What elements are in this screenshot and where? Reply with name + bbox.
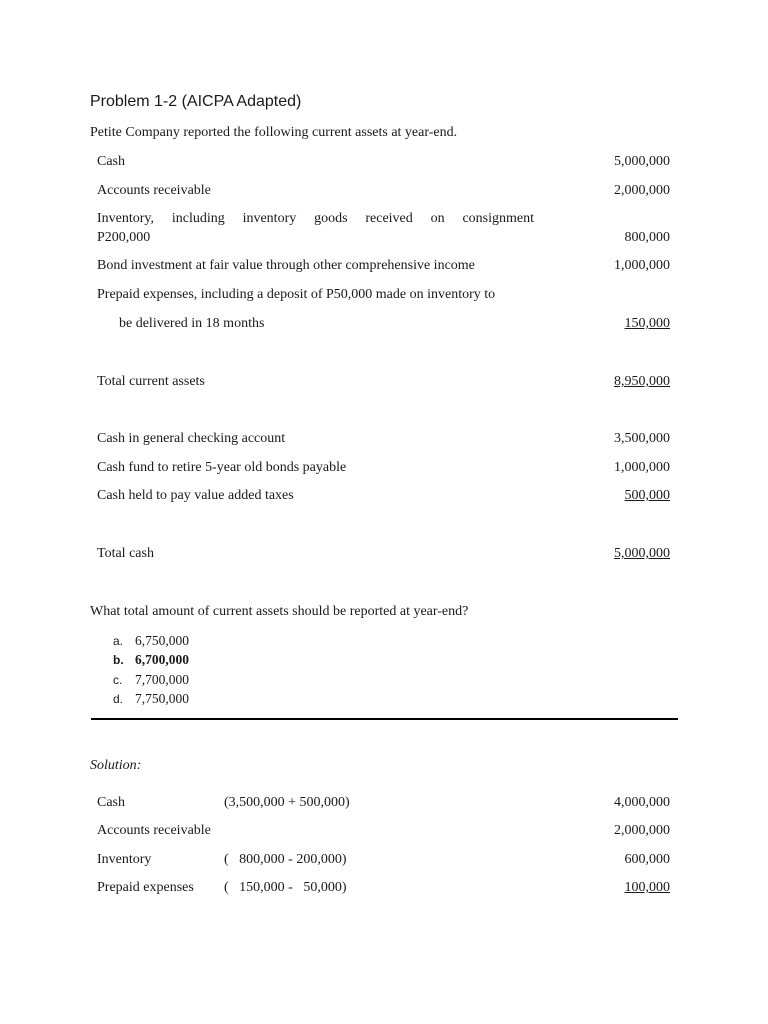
- solution-label-cash: Cash: [97, 795, 125, 810]
- asset-label-receivable: Accounts receivable: [97, 183, 211, 198]
- option-c-value: 7,700,000: [135, 672, 189, 687]
- option-c: [113, 672, 189, 688]
- solution-label-inventory: Inventory: [97, 852, 152, 867]
- cash-label-vat: Cash held to pay value added taxes: [97, 488, 294, 503]
- total-current-label: Total current assets: [97, 374, 205, 389]
- solution-formula-cash: (3,500,000 + 500,000): [224, 795, 350, 810]
- asset-label-inventory-line2: P200,000: [97, 230, 151, 245]
- total-cash-label: Total cash: [97, 546, 154, 561]
- option-a: [113, 633, 189, 649]
- option-d: [113, 691, 189, 707]
- option-b-value: 6,700,000: [135, 652, 189, 667]
- asset-amount-inventory: 800,000: [624, 230, 670, 245]
- asset-amount-cash: 5,000,000: [614, 154, 670, 169]
- solution-amount-receivable: 2,000,000: [614, 823, 670, 838]
- solution-amount-cash: 4,000,000: [614, 795, 670, 810]
- option-c-letter: c.: [113, 673, 123, 687]
- solution-label-prepaid: Prepaid expenses: [97, 880, 194, 895]
- total-current-amount: 8,950,000: [614, 374, 670, 389]
- asset-label-cash: Cash: [97, 154, 125, 169]
- solution-formula-inventory: ( 800,000 - 200,000): [224, 852, 347, 867]
- cash-amount-bond-fund: 1,000,000: [614, 460, 670, 475]
- asset-label-prepaid-line2: be delivered in 18 months: [119, 316, 265, 331]
- solution-formula-prepaid: ( 150,000 - 50,000): [224, 880, 347, 895]
- cash-amount-checking: 3,500,000: [614, 431, 670, 446]
- intro-text: Petite Company reported the following current assets at year-end.: [90, 125, 458, 140]
- option-a-value: 6,750,000: [135, 633, 189, 648]
- option-d-letter: d.: [113, 692, 124, 706]
- option-b-letter: b.: [113, 653, 124, 667]
- solution-label: Solution:: [90, 758, 142, 773]
- option-d-value: 7,750,000: [135, 691, 189, 706]
- option-a-letter: a.: [113, 634, 124, 648]
- problem-title: Problem 1-2 (AICPA Adapted): [90, 93, 302, 110]
- solution-label-receivable: Accounts receivable: [97, 823, 211, 838]
- cash-label-bond-fund: Cash fund to retire 5-year old bonds payable: [97, 460, 347, 475]
- asset-amount-bond: 1,000,000: [614, 258, 670, 273]
- asset-amount-prepaid: 150,000: [624, 316, 670, 331]
- section-divider: [91, 718, 678, 720]
- question-text: What total amount of current assets should be reported at year-end?: [90, 604, 469, 619]
- total-cash-amount: 5,000,000: [614, 546, 670, 561]
- cash-amount-vat: 500,000: [624, 488, 670, 503]
- asset-amount-receivable: 2,000,000: [614, 183, 670, 198]
- solution-amount-inventory: 600,000: [624, 852, 670, 867]
- solution-amount-prepaid: 100,000: [624, 880, 670, 895]
- asset-label-prepaid-line1: Prepaid expenses, including a deposit of P50,000 made on inventory to: [97, 287, 496, 302]
- option-b: [113, 652, 189, 668]
- asset-label-inventory-line1: Inventory, including inventory goods received on consignment: [97, 211, 534, 226]
- cash-label-checking: Cash in general checking account: [97, 431, 286, 446]
- asset-label-bond: Bond investment at fair value through other comprehensive income: [97, 258, 475, 273]
